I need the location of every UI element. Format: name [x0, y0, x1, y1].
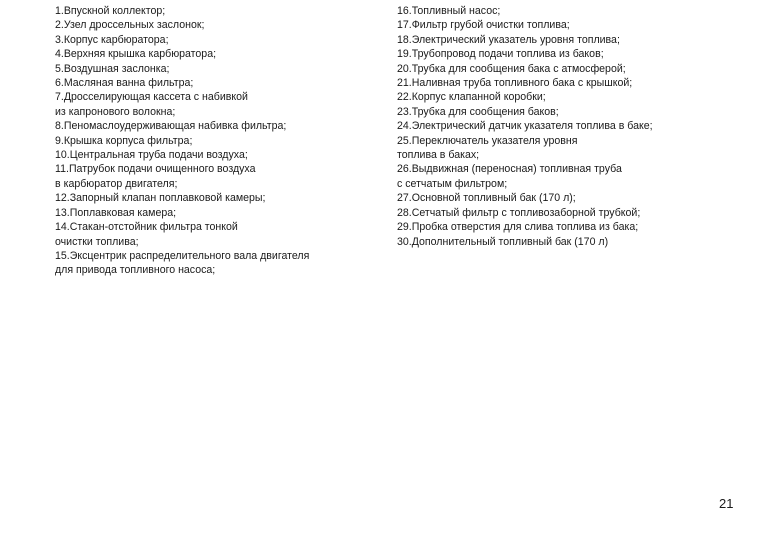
legend-line: 17.Фильтр грубой очистки топлива;	[397, 19, 570, 32]
legend-line: 12.Запорный клапан поплавковой камеры;	[55, 192, 266, 205]
legend-line: 10.Центральная труба подачи воздуха;	[55, 149, 248, 162]
legend-line: 8.Пеномаслоудерживающая набивка фильтра;	[55, 120, 287, 133]
legend-line: 18.Электрический указатель уровня топлива;	[397, 33, 620, 46]
legend-line: 4.Верхняя крышка карбюратора;	[55, 48, 217, 61]
legend-line: 28.Сетчатый фильтр с топливозаборной трубкой;	[397, 206, 641, 219]
legend-column-right	[397, 4, 697, 249]
legend-line: 29.Пробка отверстия для слива топлива из бака;	[397, 221, 639, 234]
legend-line: 16.Топливный насос;	[397, 5, 501, 17]
legend-line: 24.Электрический датчик указателя топлива в баке;	[397, 120, 653, 133]
legend-line: 2.Узел дроссельных заслонок;	[55, 19, 205, 32]
legend-line: для привода топливного насоса;	[55, 264, 216, 277]
legend-line: с сетчатым фильтром;	[397, 177, 508, 190]
legend-line: 27.Основной топливный бак (170 л);	[397, 192, 576, 205]
legend-line: 7.Дросселирующая кассета с набивкой	[55, 91, 248, 104]
legend-line: из капронового волокна;	[55, 105, 176, 118]
legend-line: в карбюратор двигателя;	[55, 177, 178, 190]
legend-line: 3.Корпус карбюратора;	[55, 33, 169, 46]
legend-line: 30.Дополнительный топливный бак (170 л)	[397, 235, 609, 248]
legend-line: топлива в баках;	[397, 149, 480, 162]
legend-line: 22.Корпус клапанной коробки;	[397, 91, 546, 104]
legend-line: 6.Масляная ванна фильтра;	[55, 77, 194, 90]
legend-line: 13.Поплавковая камера;	[55, 206, 177, 219]
legend-line: 26.Выдвижная (переносная) топливная труба	[397, 163, 622, 176]
legend-column-left	[55, 4, 355, 278]
legend-line: 5.Воздушная заслонка;	[55, 62, 170, 75]
legend-line: 9.Крышка корпуса фильтра;	[55, 134, 193, 147]
legend-line: 1.Впускной коллектор;	[55, 5, 166, 17]
legend-line: 15.Эксцентрик распределительного вала двигателя	[55, 249, 310, 262]
legend-line: 11.Патрубок подачи очищенного воздуха	[55, 163, 256, 176]
legend-line: 23.Трубка для сообщения баков;	[397, 105, 559, 118]
legend-line: 19.Трубопровод подачи топлива из баков;	[397, 48, 604, 61]
legend-line: 14.Стакан-отстойник фильтра тонкой	[55, 221, 238, 234]
page-number: 21	[719, 496, 734, 511]
legend-line: 20.Трубка для сообщения бака с атмосферой;	[397, 62, 626, 75]
legend-line: очистки топлива;	[55, 235, 139, 248]
legend-line: 25.Переключатель указателя уровня	[397, 134, 578, 147]
legend-line: 21.Наливная труба топливного бака с крышкой;	[397, 77, 633, 90]
